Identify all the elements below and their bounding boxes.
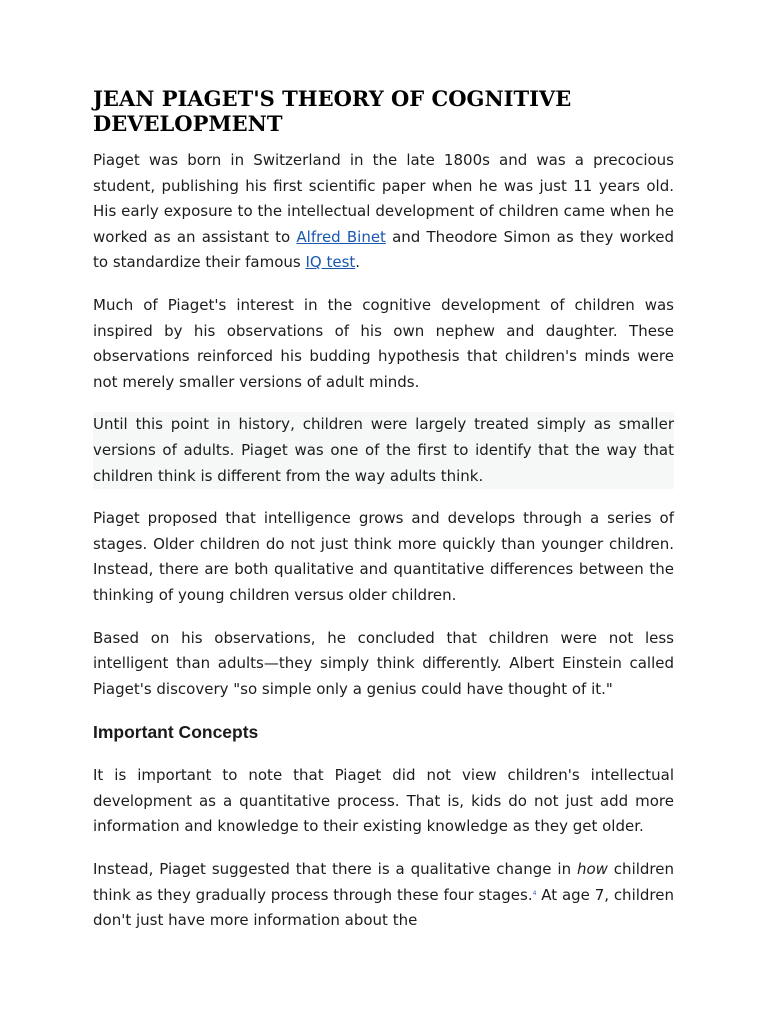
paragraph-qualitative <box>93 857 674 934</box>
paragraph-stages: Piaget proposed that intelligence grows and develops through a series of stages. Older children do not just think more quickly than younger children. Instead, there are both qualitative and quantitative differences between the thinking of young children versus older children. <box>93 509 674 604</box>
paragraph-birth <box>93 148 674 276</box>
paragraph-text: Piaget was born in Switzerland in the late 1800s and was a precocious student, publishing his first scientific paper when he was just 11 years old. His early exposure to the intellectual development of children came when he worked as an assistant to <box>93 151 674 246</box>
paragraph-einstein: Based on his observations, he concluded that children were not less intelligent than adults—they simply think differently. Albert Einstein called Piaget's discovery "so simple only a genius could have thought of it." <box>93 628 674 698</box>
citation-marker[interactable]: 4 <box>532 889 537 897</box>
paragraph-text: . <box>355 253 361 272</box>
alfred-binet-link[interactable]: Alfred Binet <box>296 227 386 246</box>
iq-test-link[interactable]: IQ test <box>305 253 356 272</box>
paragraph-interest: Much of Piaget's interest in the cognitive development of children was inspired by his observations of his own nephew and daughter. These observations reinforced his budding hypothesis that children's minds were not merely smaller versions of adult minds. <box>93 295 674 391</box>
article-title: JEAN PIAGET'S THEORY OF COGNITIVE DEVELOPMENT <box>93 86 572 136</box>
paragraph-text: children think as they gradually process through these four stages. <box>93 860 674 904</box>
paragraph-quantitative: It is important to note that Piaget did not view children's intellectual development as a quantitative process. That is, kids do not just add more information and knowledge to their existing knowledge as they get older. <box>93 766 674 836</box>
paragraph-text: and Theodore Simon as they worked to standardize their famous <box>93 227 675 272</box>
paragraph-text: At age 7, children don't just have more information about the <box>93 885 674 930</box>
emphasis-how: how <box>576 860 608 879</box>
important-concepts-heading: Important Concepts <box>93 722 259 743</box>
article <box>93 86 674 951</box>
paragraph-text: Instead, Piaget suggested that there is a qualitative change in <box>93 860 577 879</box>
paragraph-history-highlighted: Until this point in history, children were largely treated simply as smaller versions of adults. Piaget was one of the first to identify that the way that children think is different from the way adults think. <box>93 412 674 489</box>
